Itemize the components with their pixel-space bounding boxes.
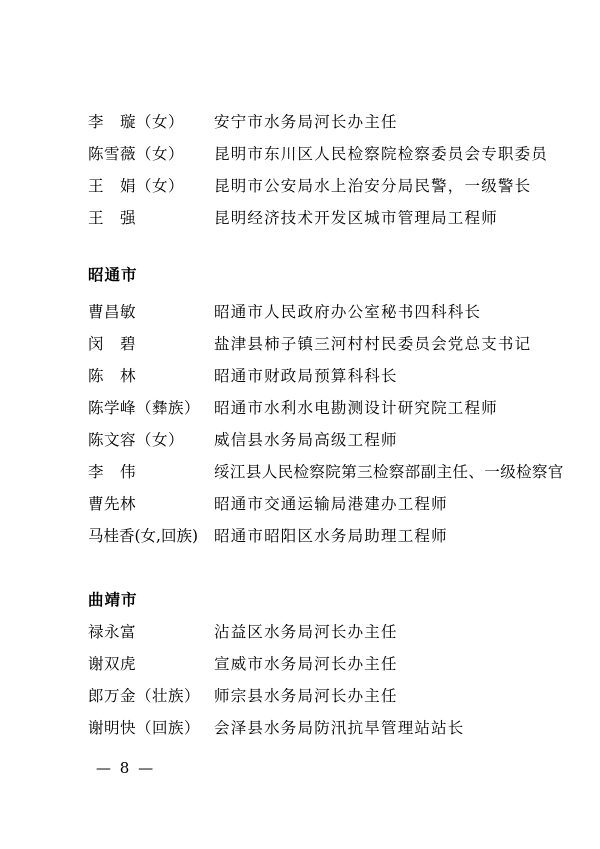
person-name: 闵 碧 (88, 335, 137, 353)
person-name: 李 伟 (88, 463, 137, 481)
person-role: 沾益区水务局河长办主任 (214, 623, 398, 641)
person-name: 谢双虎 (88, 655, 137, 673)
person-name: 陈学峰（彝族） (88, 399, 201, 417)
person-name: 李 璇（女） (88, 113, 185, 131)
person-name: 曹先林 (88, 495, 137, 513)
person-role: 师宗县水务局河长办主任 (214, 687, 398, 705)
person-name: 王 娟（女） (88, 177, 185, 195)
section-heading-qujing: 曲靖市 (88, 590, 138, 609)
person-name: 谢明快（回族） (88, 719, 201, 737)
person-role: 昭通市交通运输局港建办工程师 (214, 495, 448, 513)
page-number: — 8 — (96, 759, 156, 777)
person-role: 宣威市水务局河长办主任 (214, 655, 398, 673)
person-role: 昭通市人民政府办公室秘书四科科长 (214, 303, 482, 321)
person-name: 陈文容（女） (88, 431, 185, 449)
person-role: 会泽县水务局防汛抗旱管理站站长 (214, 719, 465, 737)
person-name: 郎万金（壮族） (88, 687, 201, 705)
section-heading-zhaotong: 昭通市 (88, 265, 138, 284)
person-role: 昭通市财政局预算科科长 (214, 367, 398, 385)
person-role: 盐津县柿子镇三河村村民委员会党总支书记 (214, 335, 532, 353)
person-name: 曹昌敏 (88, 303, 137, 321)
person-role: 昆明经济技术开发区城市管理局工程师 (214, 209, 498, 227)
person-role: 绥江县人民检察院第三检察部副主任、一级检察官 (214, 463, 564, 481)
person-role: 昭通市水利水电勘测设计研究院工程师 (214, 399, 498, 417)
person-name: 陈 林 (88, 367, 137, 385)
person-name: 陈雪薇（女） (88, 145, 185, 163)
person-name: 禄永富 (88, 623, 137, 641)
person-role: 威信县水务局高级工程师 (214, 431, 398, 449)
person-name: 王 强 (88, 209, 137, 227)
person-name: 马桂香(女,回族) (88, 527, 199, 545)
person-role: 昆明市东川区人民检察院检察委员会专职委员 (214, 145, 549, 163)
person-role: 昭通市昭阳区水务局助理工程师 (214, 527, 448, 545)
person-role: 安宁市水务局河长办主任 (214, 113, 398, 131)
person-role: 昆明市公安局水上治安分局民警，一级警长 (214, 177, 532, 195)
